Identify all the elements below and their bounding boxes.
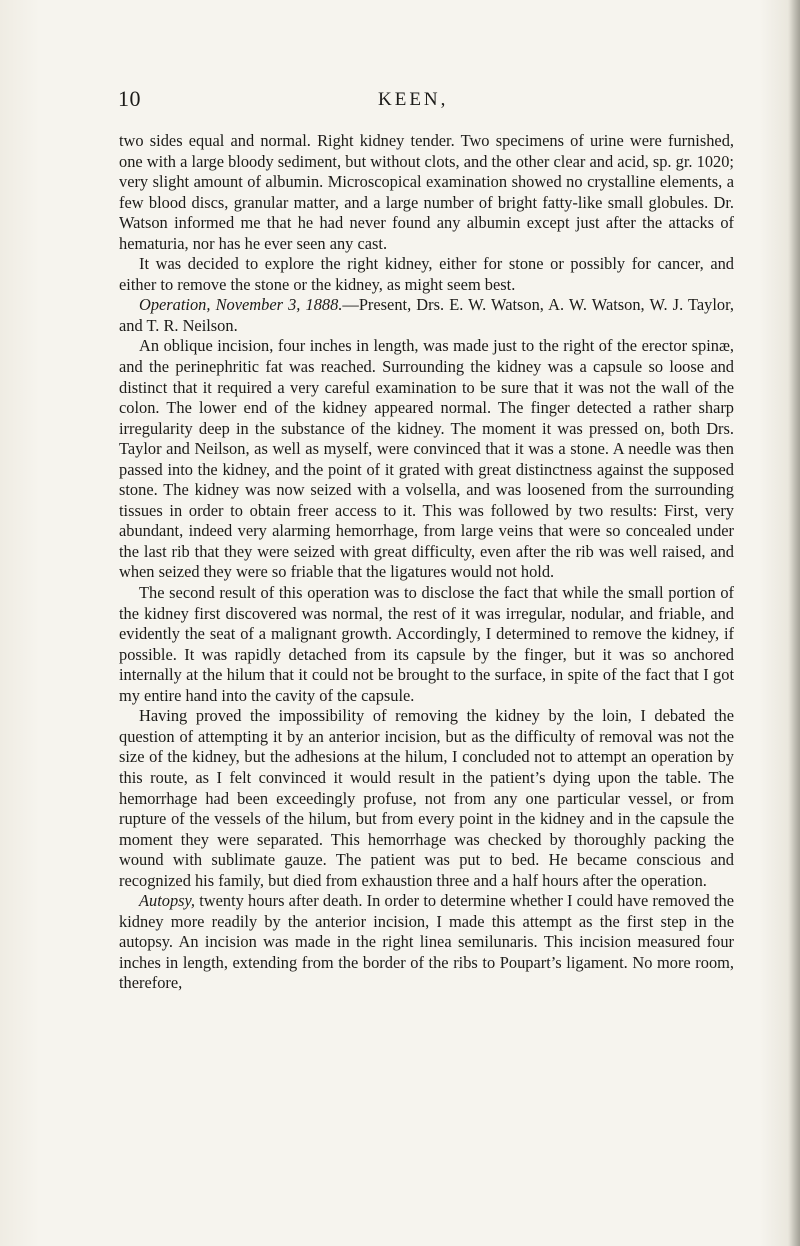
- paragraph-text: Having proved the impossibility of removing the kidney by the loin, I debated the question of attempting it by an anterior incision, but as the difficulty of removal was not the size of the kidney, but the adhesions at the hilum, I concluded not to attempt an operation by this route, as I felt convinced it would result in the patient’s dying upon the table. The hemorrhage had been exceedingly profuse, not from any one particular vessel, or from rupture of the vessels of the hilum, but from every point in the kidney and in the capsule the moment they were separated. This hemorrhage was checked by thoroughly packing the wound with sublimate gauze. The patient was put to bed. He became conscious and recognized his family, but died from exhaustion three and a half hours after the operation.: [119, 706, 734, 890]
- paragraph: [119, 891, 734, 994]
- running-title: KEEN,: [378, 89, 449, 110]
- paragraph-lead: Autopsy,: [139, 891, 195, 911]
- paragraph: [119, 583, 734, 706]
- paragraph: [119, 336, 734, 583]
- paragraph-text: An oblique incision, four inches in length, was made just to the right of the erector spinæ, and the perinephritic fat was reached. Surrounding the kidney was a capsule so loose and distinct that it required a very careful examination to be sure that it was not the wall of the colon. The lower end of the kidney appeared normal. The finger detected a rather sharp irregularity deep in the substance of the kidney. The moment it was pressed on, both Drs. Taylor and Neilson, as well as myself, were convinced that it was a stone. A needle was then passed into the kidney, and the point of it grated with great distinctness against the supposed stone. The kidney was now seized with a volsella, and was loosened from the surrounding tissues in order to obtain freer access to it. This was followed by two results: First, very abundant, indeed very alarming hemorrhage, from large veins that were so concealed under the last rib that they were seized with great difficulty, even after the rib was well raised, and when seized they were so friable that the ligatures would not hold.: [119, 336, 734, 582]
- running-header: [0, 86, 800, 116]
- page-edge-shadow: [788, 0, 800, 1246]
- body-text: [119, 131, 734, 994]
- paragraph-text: twenty hours after death. In order to determine whether I could have removed the kidney more readily by the anterior incision, I made this attempt as the first step in the autopsy. An incision was made in the right linea semilunaris. This incision measured four inches in length, extending from the border of the ribs to Poupart’s ligament. No more room, therefore,: [119, 891, 734, 993]
- paragraph: [119, 706, 734, 891]
- paragraph-text: —Present, Drs. E. W. Watson, A. W. Watson, W. J. Taylor, and T. R. Neilson.: [119, 295, 734, 335]
- paragraph-text: It was decided to explore the right kidney, either for stone or possibly for cancer, and either to remove the stone or the kidney, as might seem best.: [119, 254, 734, 294]
- paragraph-lead: Operation, November 3, 1888.: [139, 295, 343, 315]
- page-number: 10: [118, 86, 141, 111]
- paragraph: [119, 254, 734, 295]
- paragraph: [119, 295, 734, 336]
- paragraph: [119, 131, 734, 254]
- paragraph-text: The second result of this operation was to disclose the fact that while the small portion of the kidney first discovered was normal, the rest of it was irregular, nodular, and friable, and evidently the seat of a malignant growth. Accordingly, I determined to remove the kidney, if possible. It was rapidly detached from its capsule by the finger, but it was so anchored internally at the hilum that it could not be brought to the surface, in spite of the fact that I got my entire hand into the cavity of the capsule.: [119, 583, 734, 705]
- paragraph-text: two sides equal and normal. Right kidney tender. Two specimens of urine were furnished, one with a large bloody sediment, but without clots, and the other clear and acid, sp. gr. 1020; very slight amount of albumin. Microscopical examination showed no crystalline elements, a few blood discs, granular matter, and a large number of bright fatty-like small globules. Dr. Watson informed me that he had never found any albumin except just after the attacks of hematuria, nor has he ever seen any cast.: [119, 131, 734, 253]
